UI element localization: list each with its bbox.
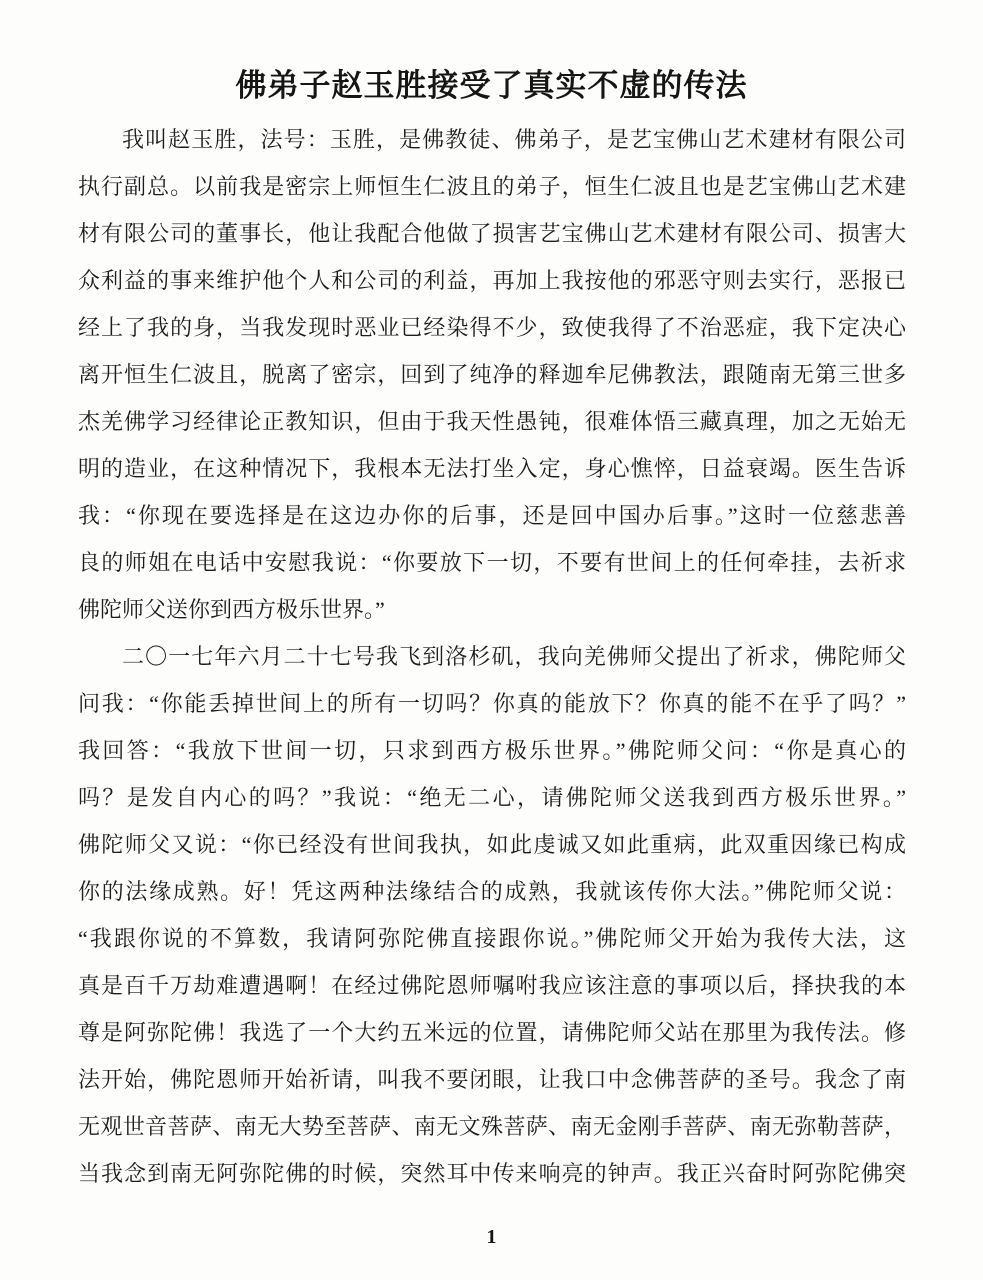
text-line: 佛陀师父又说：“你已经没有世间我执，如此虔诚又如此重病，此双重因缘已构成 [78, 832, 906, 857]
text-line: 无观世音菩萨、南无大势至菩萨、南无文殊菩萨、南无金刚手菩萨、南无弥勒菩萨， [78, 1114, 906, 1139]
text-line: 离开恒生仁波且，脱离了密宗，回到了纯净的释迦牟尼佛教法，跟随南无第三世多 [78, 362, 906, 387]
text-line: 尊是阿弥陀佛！我选了一个大约五米远的位置，请佛陀师父站在那里为我传法。修 [78, 1020, 906, 1045]
paragraph [78, 116, 906, 633]
text-line: 我回答：“我放下世间一切，只求到西方极乐世界。”佛陀师父问：“你是真心的 [78, 738, 906, 763]
text-line: 佛陀师父送你到西方极乐世界。” [78, 597, 385, 622]
text-line: 当我念到南无阿弥陀佛的时候，突然耳中传来响亮的钟声。我正兴奋时阿弥陀佛突 [78, 1161, 906, 1186]
page-number: 1 [486, 1226, 497, 1248]
text-line: 吗？是发自内心的吗？”我说：“绝无二心，请佛陀师父送我到西方极乐世界。” [78, 785, 906, 810]
text-line: 你的法缘成熟。好！凭这两种法缘结合的成熟，我就该传你大法。”佛陀师父说： [78, 879, 906, 904]
text-line: 材有限公司的董事长，他让我配合他做了损害艺宝佛山艺术建材有限公司、损害大 [78, 221, 906, 246]
document-body [78, 116, 906, 1197]
document-title: 佛弟子赵玉胜接受了真实不虚的传法 [235, 68, 748, 103]
paragraph [78, 633, 906, 1197]
text-line: 杰羌佛学习经律论正教知识，但由于我天性愚钝，很难体悟三藏真理，加之无始无 [78, 409, 906, 434]
text-line: 众利益的事来维护他个人和公司的利益，再加上我按他的邪恶守则去实行，恶报已 [78, 268, 906, 293]
text-line: “我跟你说的不算数，我请阿弥陀佛直接跟你说。”佛陀师父开始为我传大法，这 [78, 926, 906, 951]
text-line: 我：“你现在要选择是在这边办你的后事，还是回中国办后事。”这时一位慈悲善 [78, 503, 906, 528]
text-line: 执行副总。以前我是密宗上师恒生仁波且的弟子，恒生仁波且也是艺宝佛山艺术建 [78, 174, 906, 199]
text-line: 真是百千万劫难遭遇啊！在经过佛陀恩师嘱咐我应该注意的事项以后，择抉我的本 [78, 973, 906, 998]
text-line: 我叫赵玉胜，法号：玉胜，是佛教徒、佛弟子，是艺宝佛山艺术建材有限公司 [122, 127, 906, 152]
text-line: 经上了我的身，当我发现时恶业已经染得不少，致使我得了不治恶症，我下定决心 [78, 315, 906, 340]
text-line: 问我：“你能丢掉世间上的所有一切吗？你真的能放下？你真的能不在乎了吗？” [78, 691, 906, 716]
text-line: 法开始，佛陀恩师开始祈请，叫我不要闭眼，让我口中念佛菩萨的圣号。我念了南 [78, 1067, 906, 1092]
text-line: 二〇一七年六月二十七号我飞到洛杉矶，我向羌佛师父提出了祈求，佛陀师父 [122, 644, 906, 669]
text-line: 明的造业，在这种情况下，我根本无法打坐入定，身心憔悴，日益衰竭。医生告诉 [78, 456, 906, 481]
text-line: 良的师姐在电话中安慰我说：“你要放下一切，不要有世间上的任何牵挂，去祈求 [78, 550, 906, 575]
